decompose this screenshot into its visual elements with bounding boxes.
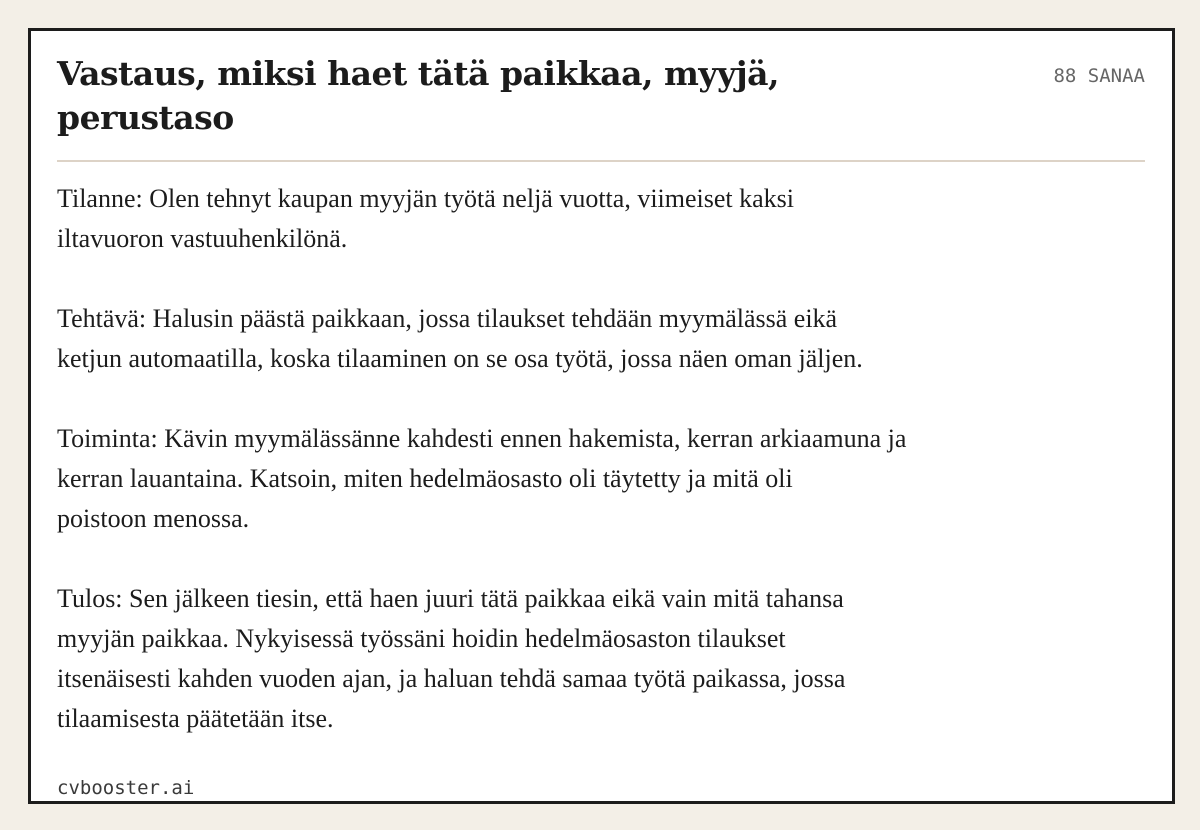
paragraph-line: itsenäisesti kahden vuoden ajan, ja haluan tehdä samaa työtä paikassa, jossa [57, 664, 846, 693]
paragraph-line: Toiminta: Kävin myymälässänne kahdesti ennen hakemista, kerran arkiaamuna ja [57, 424, 907, 453]
paragraph-situation [57, 179, 1057, 259]
paragraph-line: poistoon menossa. [57, 504, 250, 533]
paragraph-line: Tilanne: Olen tehnyt kaupan myyjän työtä neljä vuotta, viimeiset kaksi [57, 184, 795, 213]
paragraph-result [57, 579, 1057, 739]
word-count-badge: 88 SANAA [1053, 65, 1145, 87]
header-divider [57, 160, 1145, 162]
paragraph-line: Tehtävä: Halusin päästä paikkaan, jossa tilaukset tehdään myymälässä eikä [57, 304, 838, 333]
card-title-line-2: perustaso [57, 98, 234, 137]
paragraph-action [57, 419, 1057, 539]
paragraph-line: tilaamisesta päätetään itse. [57, 704, 334, 733]
paragraph-line: ketjun automaatilla, koska tilaaminen on se osa työtä, jossa näen oman jäljen. [57, 344, 863, 373]
card-title [57, 52, 817, 140]
paragraph-line: myyjän paikkaa. Nykyisessä työssäni hoidin hedelmäosaston tilaukset [57, 624, 786, 653]
paragraph-line: Tulos: Sen jälkeen tiesin, että haen juuri tätä paikkaa eikä vain mitä tahansa [57, 584, 844, 613]
answer-body [57, 179, 1057, 739]
paragraph-task [57, 299, 1057, 379]
paragraph-line: kerran lauantaina. Katsoin, miten hedelmäosasto oli täytetty ja mitä oli [57, 464, 793, 493]
card-header [57, 52, 1145, 162]
footer-brand: cvbooster.ai [57, 777, 195, 799]
answer-card [28, 28, 1175, 804]
paragraph-line: iltavuoron vastuuhenkilönä. [57, 224, 348, 253]
card-title-line-1: Vastaus, miksi haet tätä paikkaa, myyjä, [57, 54, 780, 93]
